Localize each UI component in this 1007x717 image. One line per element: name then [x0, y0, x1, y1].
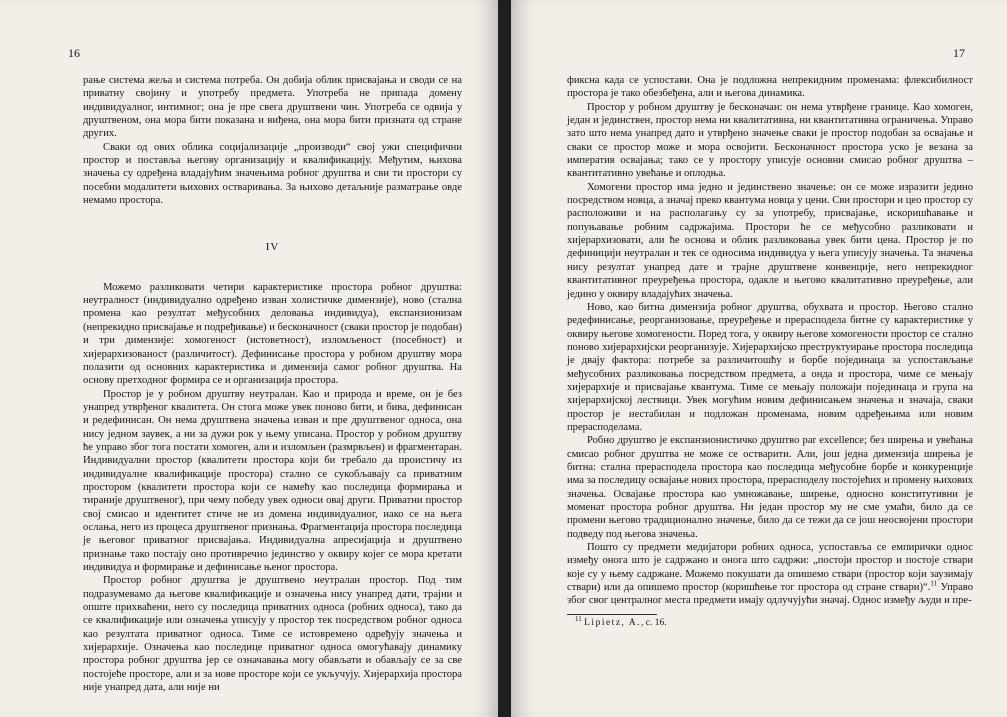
paragraph: Простор робног друштва је друштвено неутралан простор. Под тим подразумевамо да његове квалификације и означења нису унапред дати, трајни и опште прихваћени, него су последица приватних односа (робних односа), тако да се квалификације или означења уписују у простор тек посредством робног односа као резултата приватног односа. Тиме се истовремено одређују значења и хијерархије. Означења као последице приватног односа омогућавају динамику простора робног друштва јер се означавања могу обављати и обављају се за све постојеће просторе, али и за нове просторе који се укључују. Хијерархија простора није унапред дата, али није ни — [83, 575, 462, 694]
paragraph: Простор је у робном друштву неутралан. Као и природа и време, он је без унапред утврђеног квалитета. Он стога може увек поново бити, и бива, дефинисан и редефинисан. Он нема друштвена значења изван и пре друштвеног односа, она нису једном заувек, а ни за дужи рок у њему уписана. Простор у робном друштву ће управо због тога постати хомоген, али и изломљен (размрвљен) и фрагментаран. Индивидуални простор (квалитети простора који би требало да проистичу из индивидуалне квалификације простора) стално се сукобљавају са приватним простором (квалитети простора који се намећу као последица формирања и тираније друштвеног), при чему победу увек односи овај други. Приватни простор свој смисао и идентитет стиче не из домена индивидуалног, иако се на њега ослања, него из процеса друштвеног признања. Фрагментација простора последица је његовог приватног присвајања. Индивидуална апресијација и друштвено признање тако постају оно противречно јединство у оквиру којег се мора кретати индивидуа и формирање и дефинисање њеног простора. — [83, 388, 462, 573]
paragraph — [567, 541, 973, 608]
paragraph-text: Управо због свог централног места предмети имају одлучујући значај. Однос између људи и пре- — [567, 582, 974, 607]
page-number-right: 17 — [953, 46, 965, 60]
paragraph-text: Пошто су предмети медијатори робних односа, успоставља се емпирички однос између онога што је садржано и онога што садржи: „постоји простор и постоје ствари које су у њему садржане. Можемо покушати да опишемо ствари (простор који заузимају ствари) или да опишемо простор (коришћење тог простора од стране ствари)“. — [567, 542, 973, 594]
section-heading: IV — [265, 241, 280, 254]
footnote — [567, 614, 973, 629]
paragraph: Хомогени простор има једно и јединствено значење: он се може изразити једино посредством новца, а значај преко квантума новца у цени. Сви простори и цео простор су расположиви и на располагању су за употребу, присвајање, искоришћавање и попуњавање робним садржајима. Простори ће се међусобно разликовати и хијерархизовати, али ће основа и облик разликовања увек бити цена. Простор је по дефиницији неутралан и тек се односима индивидуа у њега уписују значења. Та значења нису резултат унапред дате и трајне друштвене конвенције, него непрекидног квантитативног преуређења простора, одакле и његово квалитативно преуређење, али једино у оквиру владајућих значења. — [567, 181, 973, 300]
paragraph: фиксна када се успостави. Она је подложна непрекидним променама: флексибилност простора је тако обезбеђена, али и његова динамика. — [567, 75, 973, 100]
paragraph: Простор у робном друштву је бесконачан: он нема утврђене границе. Као хомоген, један и јединствен, простор нема ни квалитативна, ни квантитативна ограничења. Управо зато што нема унапред дато и утврђено значење сваки је простор подобан за освајање и сваки се простор може и мора освојити. Бесконачност простора уско је везана за императив освајања; тако се у простору уписује основни смисао робног друштва – квантитативно увећање и оплодња. — [567, 101, 973, 180]
footnote-number: 11 — [575, 614, 582, 623]
page-number-left: 16 — [68, 46, 80, 60]
left-page — [0, 0, 498, 717]
paragraph: Робно друштво је експанзионистичко друштво par excellence; без ширења и увећања смисао робног друштва не може се остварити. Али, још једна димензија ширења је битна: стална прерасподела простора као последица међусобне борбе и конкуренције има за последицу освајање нових простора, прерасподелу постојећих и промену њихових значења. Освајање простора као умножавање, ширење, односно конститутивни је моменат простора робног друштва. Ни један простор му не сме умаћи, било да се промени његово традиционално значење, било да се тежи да се још неосвојени простори подведу под његова значења. — [567, 435, 973, 540]
paragraph: Сваки од ових облика социјализације „производи“ свој ужи специфични простор и поставља његову организацију и квалификацију. Међутим, њихова значења су одређена владајућим значењима робног друштва и сви ти простори су посебни модалитети њихових остваривања. За њихово детаљније разматрање овде немамо простора. — [83, 141, 462, 207]
right-page — [511, 0, 1007, 717]
paragraph: Ново, као битна димензија робног друштва, обухвата и простор. Његово стално редефинисање, реорганизовање, преуређење и прерасподела битне су карактеристике у оквиру његове хомогености. Поред тога, у оквиру његове хомогености простор се стално поново хијерархијски реорганизује. Хијерархијско преструктуирање простора последица је двају фактора: потребе за различитошћу и борбе појединаца за успостављање међусобних разликовања посредством предмета, а онда и простора, чиме се мењају хијерархије и присвајање квантума. Тиме се мењају положаји појединаца и група на хијерархијској лествици. Увек могућим новим дефинисањем значења и значаја, сваки простор је нестабилан и подложан променама, новим одређењима или новим прерасподелама. — [567, 301, 973, 433]
paragraph: Можемо разликовати четири карактеристике простора робног друштва: неутралност (индивидуално одређено изван холистичке димензије), ново (стална промена као резултат међусобних деловања индивидуа), експанзионизам (непрекидно присвајање и подређивање) и бесконачност (сваки простор је подобан) и три димензије: хомогеност (истоветност), изломљеност (посебност) и хијерархизованост (различитост). Дефинисање простора у робном друштву мора полазити од основних карактеристика и димензија самог робног друштва. На основу претходног формира се и организација простора. — [83, 281, 462, 387]
paragraph: рање система жеља и система потреба. Он добија облик присвајања и своди се на приватну својину и употребу предмета. Употреба не припада домену индивидуалног, интимног; она је пре свега друштвени чин. Употреба се одвија у друштвеном, она мора бити показана и виђена, она мора бити призната од стране других. — [83, 75, 462, 140]
footnote-source: , с. 16. — [641, 617, 667, 628]
footnote-author: Lipietz, A. — [584, 617, 641, 628]
footnote-reference: 11 — [930, 579, 938, 588]
